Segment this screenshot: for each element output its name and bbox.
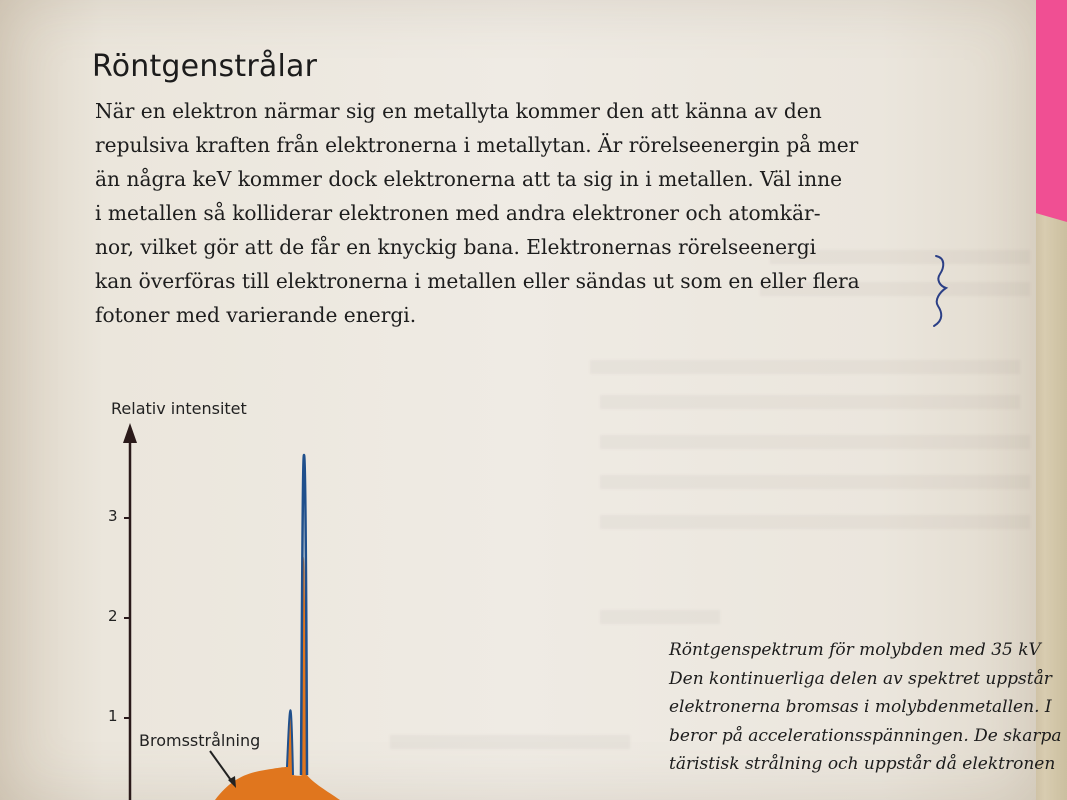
caption-line: Den kontinuerliga delen av spektret uppstår: [669, 668, 1052, 689]
y-tick-label: 3: [108, 507, 118, 525]
caption-line: elektronerna bromsas i molybdenmetallen. I: [669, 697, 1052, 717]
y-tick-label: 1: [108, 707, 118, 725]
caption-line: täristisk strålning och uppstår då elektronen: [669, 754, 1056, 774]
annotation-leader: [210, 751, 233, 783]
paragraph-line: kan överföras till elektronerna i metallen eller sändas ut som en eller flera: [95, 269, 860, 293]
paragraph-line: repulsiva kraften från elektronerna i metallytan. Är rörelseenergin på mer: [95, 133, 859, 157]
paragraph-line: fotoner med varierande energi.: [95, 303, 417, 327]
paragraph-line: nor, vilket gör att de får en knyckig bana. Elektronernas rörelseenergi: [95, 235, 817, 259]
body-paragraph: [95, 94, 935, 332]
caption-line: Röntgenspektrum för molybden med 35 kV: [669, 640, 1041, 660]
bremsstrahlung-label: Bromsstrålning: [139, 731, 261, 750]
y-axis-title: Relativ intensitet: [111, 399, 247, 418]
paragraph-line: i metallen så kolliderar elektronen med andra elektroner och atomkär-: [95, 201, 821, 225]
pink-sticky-tab: [1036, 0, 1067, 222]
paragraph-line: När en elektron närmar sig en metallyta kommer den att känna av den: [95, 99, 822, 123]
handwritten-brace: [928, 252, 958, 332]
y-axis-arrowhead: [123, 423, 137, 443]
y-tick-label: 2: [108, 607, 118, 625]
caption-line: beror på accelerationsspänningen. De skarpa: [669, 725, 1062, 746]
paragraph-line: än några keV kommer dock elektronerna att ta sig in i metallen. Väl inne: [95, 167, 843, 191]
continuum-area: [215, 557, 340, 800]
section-heading: Röntgenstrålar: [92, 49, 318, 84]
figure-caption: [669, 636, 1067, 779]
